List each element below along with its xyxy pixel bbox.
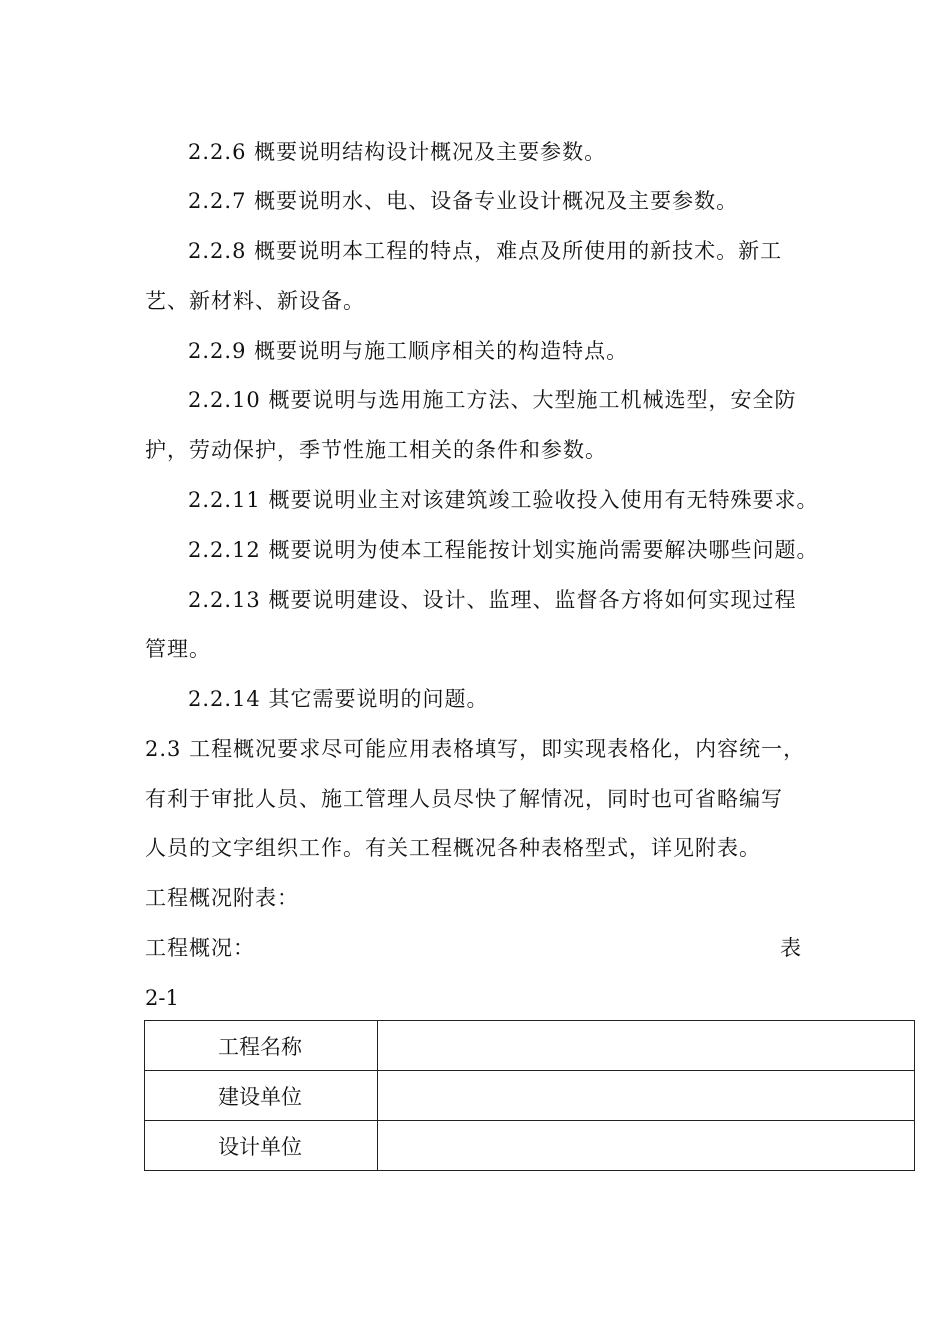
paragraph-2-2-7: 2.2.7 概要说明水、电、设备专业设计概况及主要参数。	[188, 189, 739, 213]
paragraph-2-2-14: 2.2.14 其它需要说明的问题。	[188, 687, 489, 711]
paragraph-2-3-line-3: 人员的文字组织工作。有关工程概况各种表格型式，详见附表。	[145, 836, 761, 860]
design-unit-label: 设计单位	[145, 1121, 378, 1171]
table-title: 工程概况：	[145, 936, 255, 960]
paragraph-2-2-10-line-1: 2.2.10 概要说明与选用施工方法、大型施工机械选型，安全防	[188, 388, 797, 412]
appendix-heading: 工程概况附表：	[145, 886, 299, 910]
design-unit-value	[378, 1121, 915, 1171]
table-row	[145, 1021, 915, 1071]
paragraph-2-2-9: 2.2.9 概要说明与施工顺序相关的构造特点。	[188, 339, 629, 363]
paragraph-2-2-12: 2.2.12 概要说明为使本工程能按计划实施尚需要解决哪些问题。	[188, 538, 819, 562]
construction-unit-value	[378, 1071, 915, 1121]
paragraph-2-3-line-1: 2.3 工程概况要求尽可能应用表格填写，即实现表格化，内容统一，	[145, 737, 806, 761]
table-row	[145, 1121, 915, 1171]
table-reference-number: 2-1	[145, 986, 179, 1010]
table-reference-label: 表	[780, 936, 801, 960]
construction-unit-label: 建设单位	[145, 1071, 378, 1121]
paragraph-2-2-11: 2.2.11 概要说明业主对该建筑竣工验收投入使用有无特殊要求。	[188, 488, 819, 512]
paragraph-2-2-8-line-1: 2.2.8 概要说明本工程的特点，难点及所使用的新技术。新工	[188, 239, 783, 263]
paragraph-2-2-10-line-2: 护，劳动保护，季节性施工相关的条件和参数。	[145, 438, 607, 462]
paragraph-2-2-6: 2.2.6 概要说明结构设计概况及主要参数。	[188, 140, 607, 164]
paragraph-2-3-line-2: 有利于审批人员、施工管理人员尽快了解情况，同时也可省略编写	[145, 787, 783, 811]
paragraph-2-2-8-line-2: 艺、新材料、新设备。	[145, 289, 365, 313]
project-name-value	[378, 1021, 915, 1071]
project-overview-table	[144, 1020, 915, 1171]
table-row	[145, 1071, 915, 1121]
paragraph-2-2-13-line-2: 管理。	[145, 637, 211, 661]
project-name-label: 工程名称	[145, 1021, 378, 1071]
paragraph-2-2-13-line-1: 2.2.13 概要说明建设、设计、监理、监督各方将如何实现过程	[188, 588, 797, 612]
